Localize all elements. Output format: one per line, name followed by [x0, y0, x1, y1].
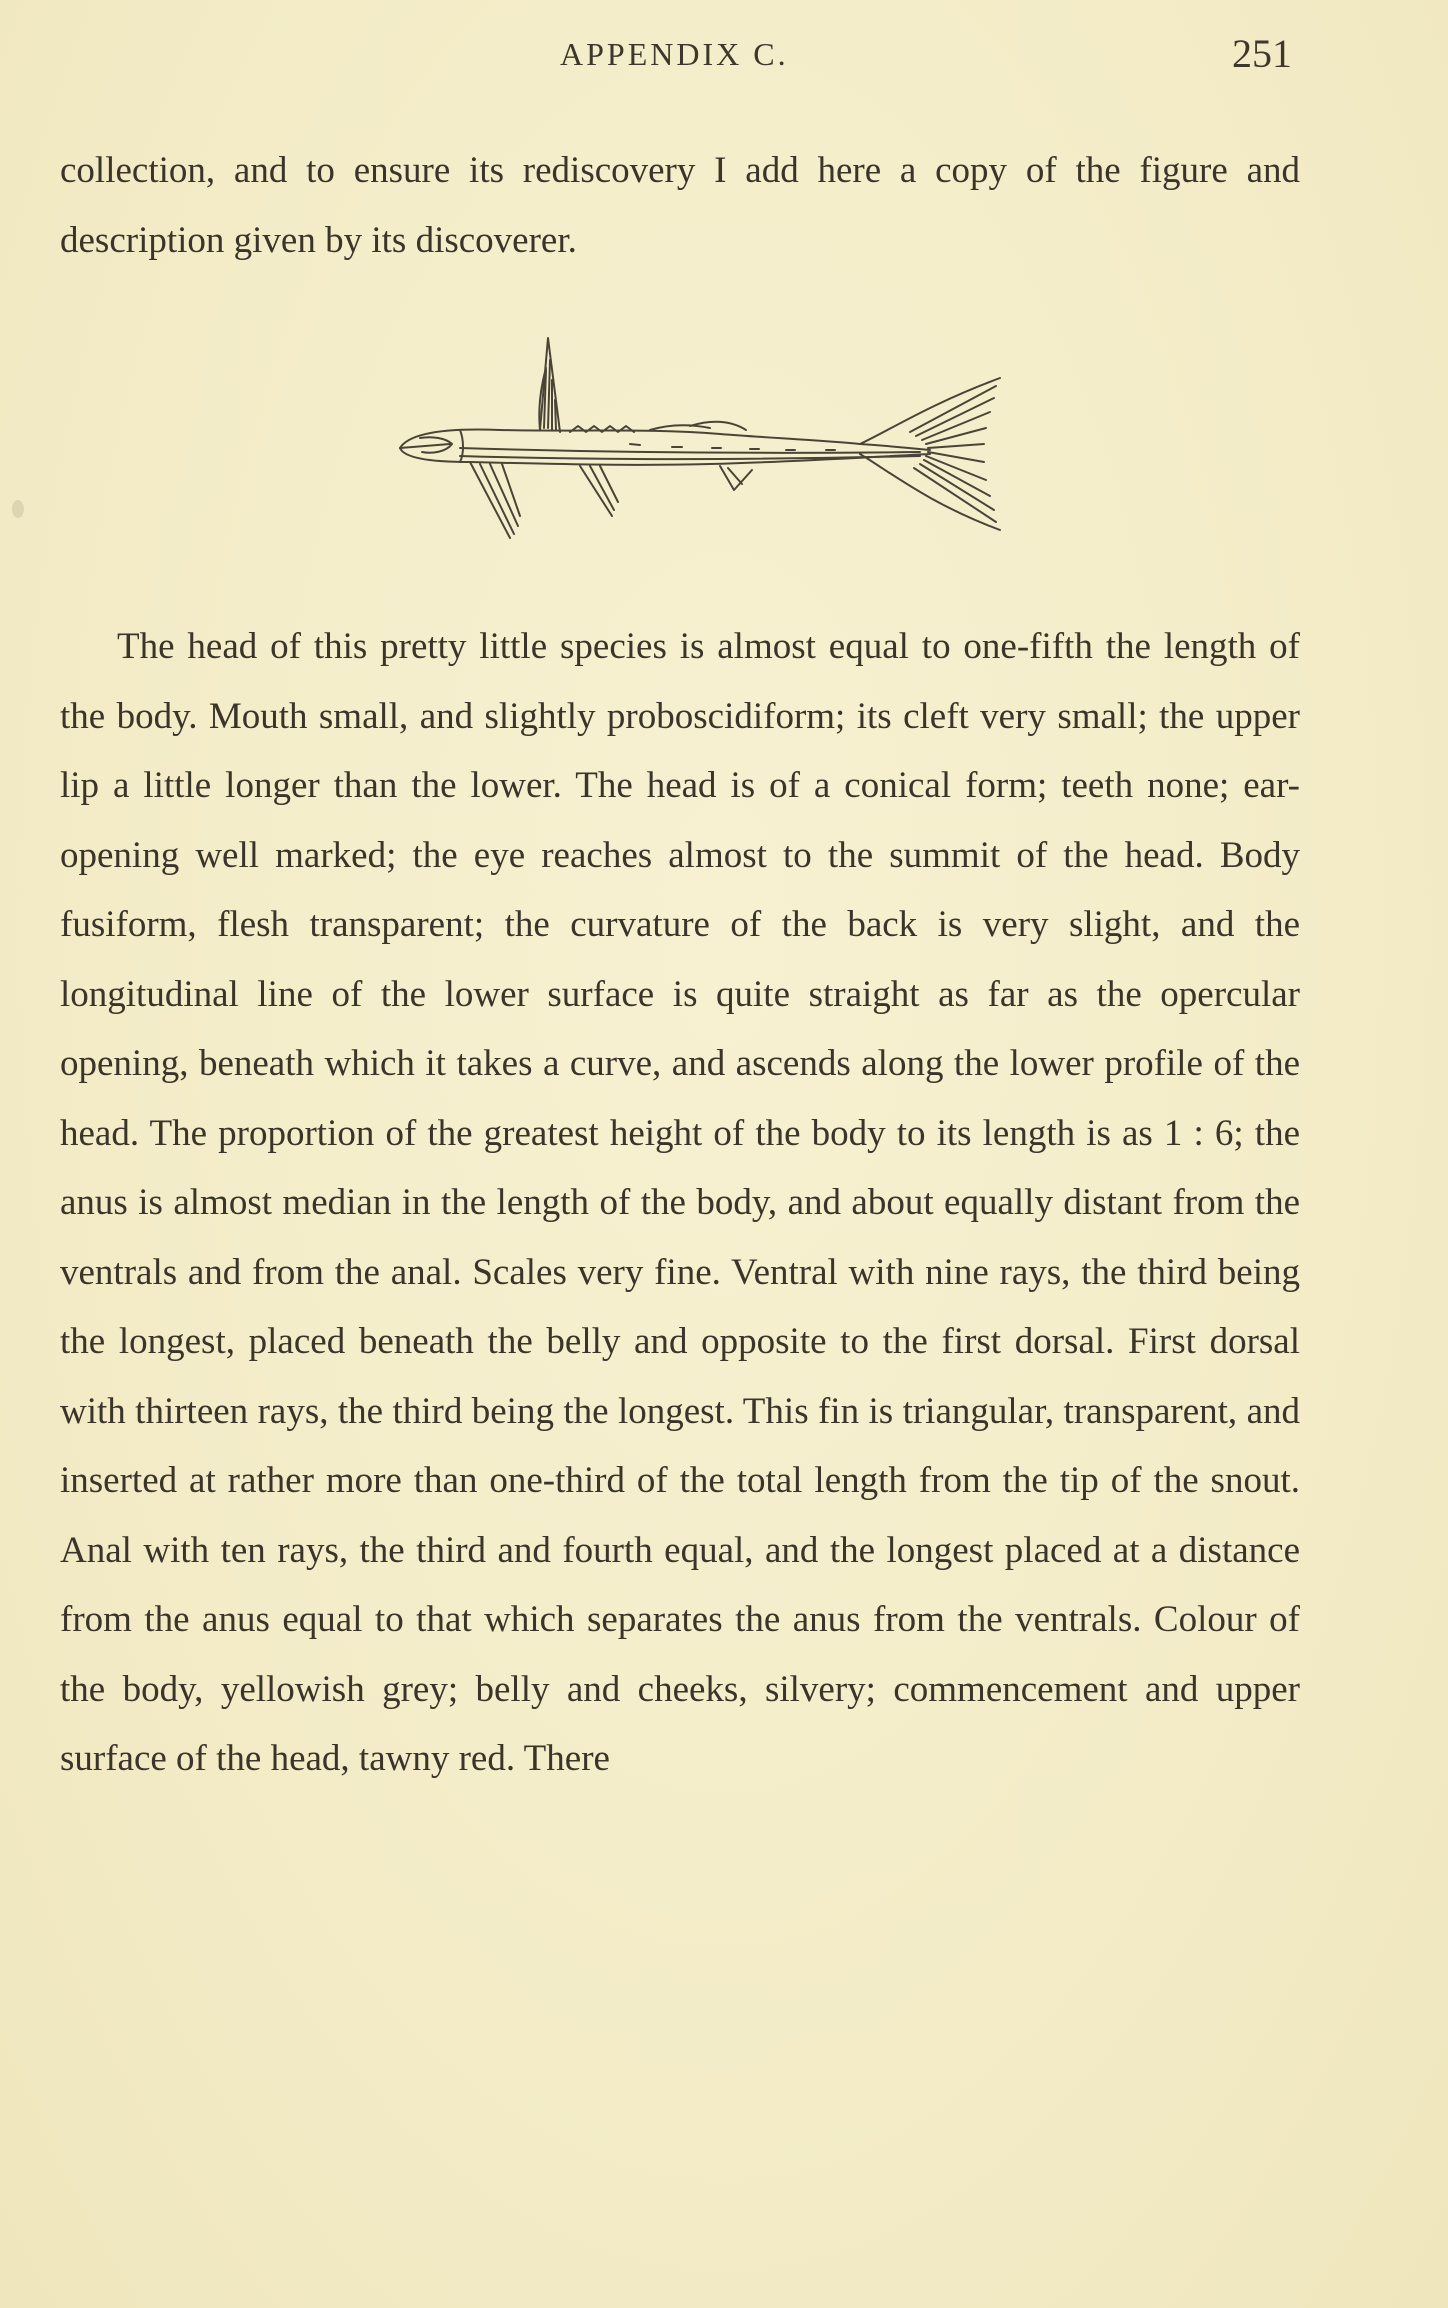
page-number: 251 — [1232, 31, 1292, 76]
paragraph-description: The head of this pretty little species is almost equal to one-fifth the length of the body. Mouth small, and slightly proboscidiform; its cleft very small; the upper lip a little longer than the lower. The head is of a conical form; teeth none; ear-opening well marked; the eye reaches almost to the summit of the head. Body fusiform, flesh transparent; the curvature of the back is very slight, and the longitudinal line of the lower surface is quite straight as far as the opercular opening, beneath which it takes a curve, and ascends along the lower profile of the head. The proportion of the greatest height of the body to its length is as 1 : 6; the anus is almost median in the length of the body, and about equally distant from the ventrals and from the anal. Scales very fine. Ventral with nine rays, the third being the longest, placed beneath the belly and opposite to the first dorsal. First dorsal with thirteen rays, the third being the longest. This fin is triangular, transparent, and inserted at rather more than one-third of the total length from the tip of the snout. Anal with ten rays, the third and fourth equal, and the longest placed at a distance from the anus equal to that which separates the anus from the ventrals. Colour of the body, yellowish grey; belly and cheeks, silvery; commencement and upper surface of the head, tawny red. There — [60, 626, 1300, 1779]
paper-stain — [12, 500, 24, 518]
paragraph-intro: collection, and to ensure its rediscovery I add here a copy of the figure and description given by its discoverer. — [60, 150, 1300, 261]
running-head: APPENDIX C. — [560, 36, 789, 72]
fish-illustration-icon — [390, 320, 1010, 550]
